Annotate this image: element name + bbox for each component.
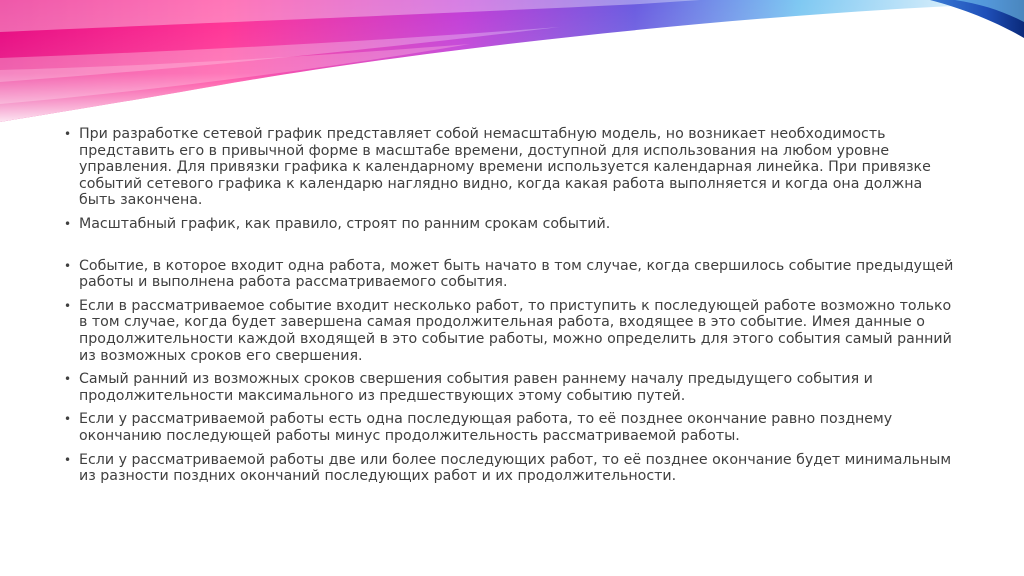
- bullet-item: [64, 216, 954, 233]
- bullet-item: [64, 298, 954, 364]
- bullet-text: Если у рассматриваемой работы две или более последующих работ, то её позднее окончание будет минимальным из разности поздних окончаний последующих работ и их продолжительности.: [79, 451, 952, 485]
- bullet-dot-icon: •: [64, 298, 72, 313]
- bullet-dot-icon: •: [64, 452, 72, 467]
- bullet-item: [64, 258, 954, 291]
- bullet-text: Масштабный график, как правило, строят по ранним срокам событий.: [79, 215, 611, 232]
- bullet-text: Событие, в которое входит одна работа, может быть начато в том случае, когда свершилось событие предыдущей работы и выполнена работа рассматриваемого события.: [79, 257, 954, 291]
- bullet-dot-icon: •: [64, 258, 72, 273]
- bullet-text: Самый ранний из возможных сроков свершения события равен раннему началу предыдущего события и продолжительности максимального из предшествующих этому событию путей.: [79, 371, 873, 404]
- bullet-dot-icon: •: [64, 412, 72, 427]
- bullet-text: Если у рассматриваемой работы есть одна последующая работа, то её позднее окончание равно позднему окончанию последующей работы минус продолжительность рассматриваемой работы.: [79, 411, 893, 444]
- header-gradient-banner: [0, 0, 1024, 125]
- bullet-dot-icon: •: [64, 127, 72, 141]
- bullet-dot-icon: •: [64, 216, 72, 231]
- bullet-item: [64, 411, 954, 444]
- slide-body: [64, 126, 954, 492]
- bullet-text: При разработке сетевой график представляет собой немасштабную модель, но возникает необходимость представить его в привычной форме в масштабе времени, доступной для использования на любом уровне управления. Для привязки графика к календарному времени используется календарная линейка. При привязке событий сетевого графика к календарю наглядно видно, когда какая работа выполняется и когда она должна быть закончена.: [79, 126, 931, 209]
- bullet-item: [64, 126, 954, 209]
- bullet-item: [64, 371, 954, 404]
- bullet-item: [64, 452, 954, 485]
- bullet-text: Если в рассматриваемое событие входит несколько работ, то приступить к последующей работе возможно только в том случае, когда будет завершена самая продолжительная работа, входящее в это событие. Имея данные о продолжительности каждой входящей в это событие работы, можно определить для этого события самый ранний из возможных сроков его свершения.: [79, 297, 952, 364]
- bullet-dot-icon: •: [64, 372, 72, 387]
